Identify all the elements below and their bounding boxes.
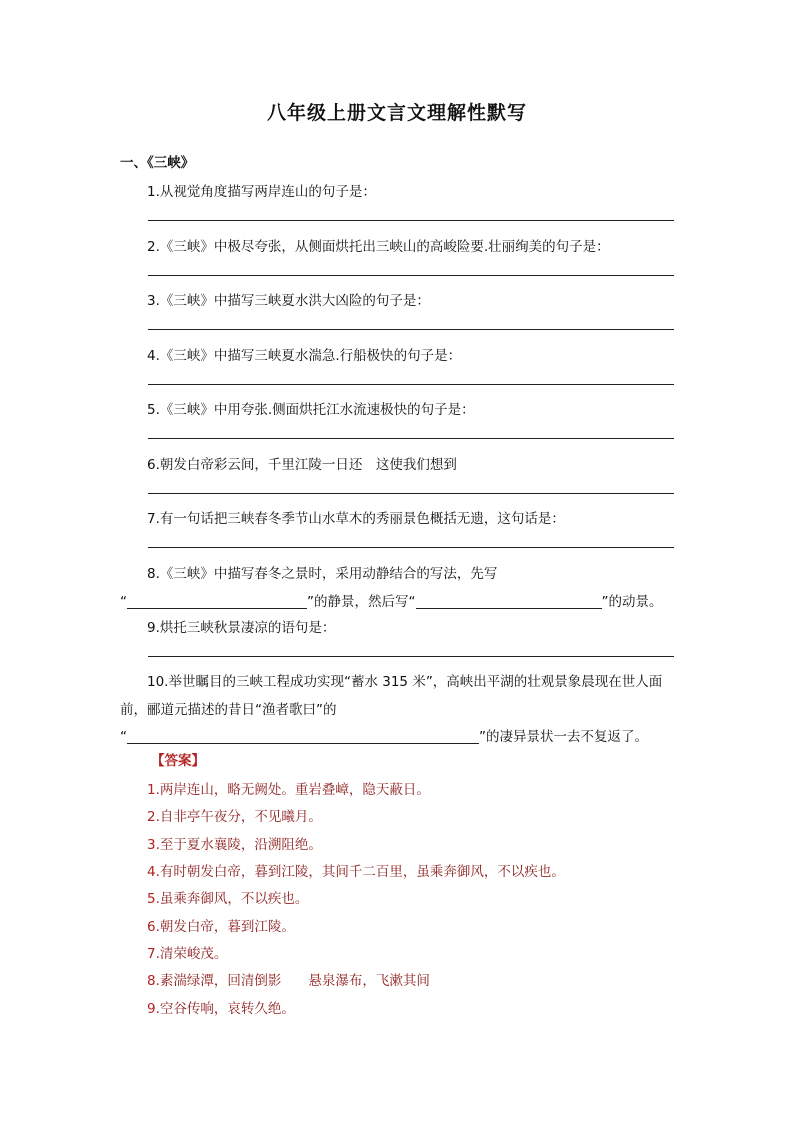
question-10-cont: 前，郦道元描述的昔日“渔者歌曰”的 — [120, 702, 337, 718]
answer-line-6 — [148, 493, 674, 494]
answer-text: 至于夏水襄陵，沿溯阻绝。 — [159, 837, 322, 853]
question-7: 7.有一句话把三峡春冬季节山水草木的秀丽景色概括无遗，这句话是： — [147, 511, 565, 527]
answer-line-4 — [148, 384, 674, 385]
question-2: 2.《三峡》中极尽夸张，从侧面烘托出三峡山的高峻险要.壮丽绚美的句子是： — [147, 239, 610, 255]
answer-item — [147, 942, 227, 962]
answer-item — [147, 860, 565, 880]
answer-text: 朝发白帝，暮到江陵。 — [159, 919, 295, 935]
section-heading: 一、《三峡》 — [120, 155, 195, 171]
answer-item — [147, 969, 430, 989]
blank-tail: ”的凄异景状一去不复返了。 — [479, 729, 648, 745]
answer-text: 素湍绿潭，回清倒影 悬泉瀑布，飞漱其间 — [159, 973, 430, 989]
answer-item — [147, 997, 295, 1017]
answer-item — [147, 915, 295, 935]
question-4: 4.《三峡》中描写三峡夏水湍急.行船极快的句子是： — [147, 348, 462, 364]
answer-number: 8. — [147, 973, 160, 989]
answer-text: 有时朝发白帝，暮到江陵，其间千二百里，虽乘奔御风，不以疾也。 — [159, 864, 565, 880]
answer-heading: 【答案】 — [151, 753, 205, 769]
quote-open: “ — [120, 594, 127, 610]
question-8-blanks — [120, 590, 663, 610]
answer-number: 4. — [147, 864, 160, 880]
answer-line-3 — [148, 329, 674, 330]
question-8: 8.《三峡》中描写春冬之景时，采用动静结合的写法，先写 — [147, 566, 498, 582]
answer-item — [147, 887, 308, 907]
answer-text: 清荣峻茂。 — [159, 946, 228, 962]
question-3: 3.《三峡》中描写三峡夏水洪大凶险的句子是： — [147, 293, 430, 309]
blank-tail: ”的动景。 — [601, 594, 663, 610]
answer-line-2 — [148, 275, 674, 276]
answer-number: 6. — [147, 919, 160, 935]
question-9: 9.烘托三峡秋景凄凉的语句是： — [147, 620, 336, 636]
answer-number: 7. — [147, 946, 160, 962]
quote-open: “ — [120, 729, 127, 745]
answer-text: 两岸连山，略无阙处。重岩叠嶂，隐天蔽日。 — [159, 782, 430, 798]
answer-number: 9. — [147, 1001, 160, 1017]
answer-text: 虽乘奔御风，不以疾也。 — [159, 891, 309, 907]
question-10: 10.举世瞩目的三峡工程成功实现“蓄水 315 米”，高峡出平湖的壮观景象晨现在世人面 — [147, 674, 663, 690]
answer-number: 3. — [147, 837, 160, 853]
blank-dynamic-scene — [416, 594, 602, 609]
answer-number: 2. — [147, 809, 160, 825]
answer-number: 5. — [147, 891, 160, 907]
answer-item — [147, 778, 430, 798]
answer-text: 空谷传响，哀转久绝。 — [159, 1001, 295, 1017]
blank-fisherman-song — [127, 729, 479, 744]
document-title: 八年级上册文言文理解性默写 — [266, 102, 527, 124]
question-5: 5.《三峡》中用夸张.侧面烘托江水流速极快的句子是： — [147, 402, 475, 418]
answer-item — [147, 833, 322, 853]
answer-line-1 — [148, 220, 674, 221]
question-1: 1.从视觉角度描写两岸连山的句子是： — [147, 184, 376, 200]
answer-line-7 — [148, 547, 674, 548]
answer-number: 1. — [147, 782, 160, 798]
blank-static-scene — [127, 594, 307, 609]
answer-item — [147, 805, 322, 825]
answer-text: 自非亭午夜分，不见曦月。 — [159, 809, 322, 825]
answer-line-9 — [148, 656, 674, 657]
answer-line-5 — [148, 438, 674, 439]
question-6: 6.朝发白帝彩云间，千里江陵一日还 这使我们想到 — [147, 457, 457, 473]
blank-joiner: ”的静景，然后写“ — [307, 594, 416, 610]
question-10-blank — [120, 725, 648, 745]
